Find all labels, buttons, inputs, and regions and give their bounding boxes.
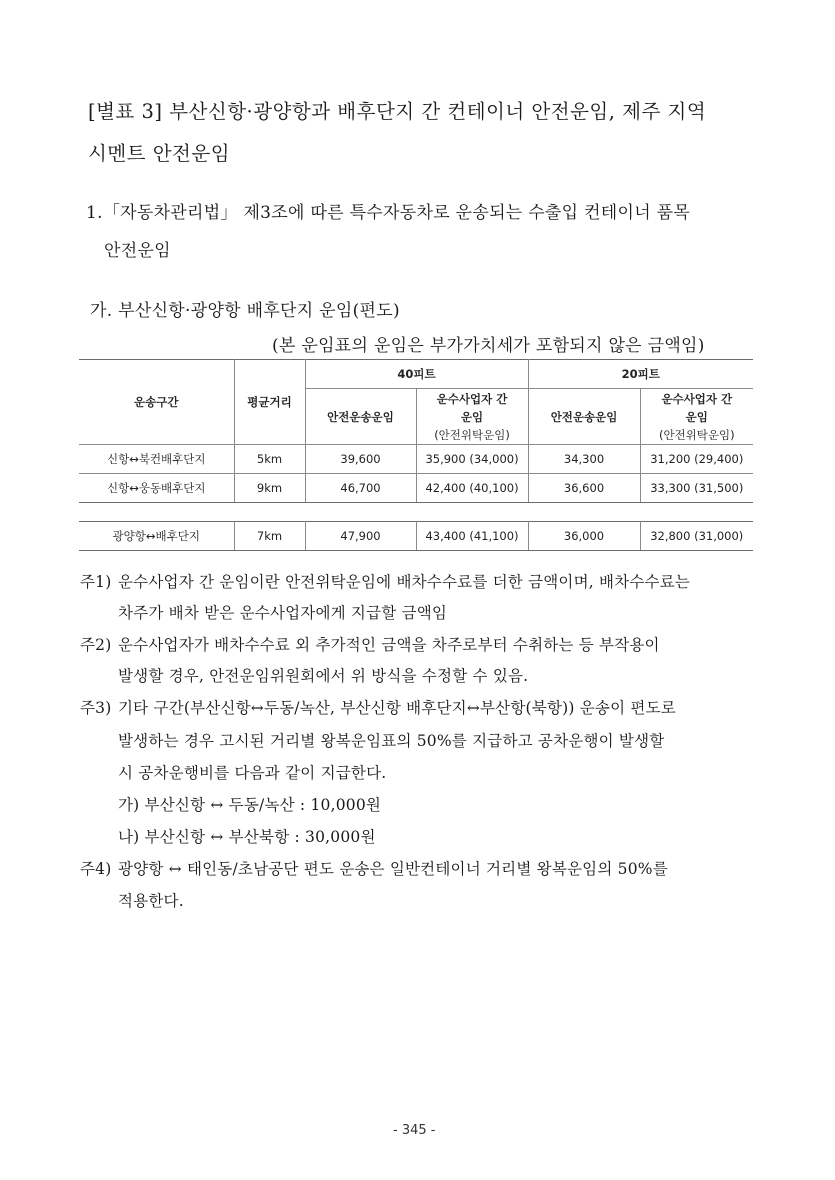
note-3-line1: 기타 구간(부산신항↔두동/녹산, 부산신항 배후단지↔부산항(북항)) 운송이 편도로 bbox=[118, 699, 676, 717]
annex-title-line2: 시멘트 안전운임 bbox=[88, 142, 231, 165]
note-1-label: 주1) bbox=[80, 573, 112, 591]
cell-route: 신항↔웅동배후단지 bbox=[79, 474, 234, 503]
subsection-heading: 가. 부산신항·광양항 배후단지 운임(편도) bbox=[90, 301, 400, 321]
note-4-line2: 적용한다. bbox=[118, 892, 184, 910]
header-inter-line2: 운임 bbox=[460, 409, 484, 424]
header-route: 운송구간 bbox=[79, 360, 234, 445]
header-40ft-inter-carrier bbox=[416, 389, 528, 445]
page-number: - 345 - bbox=[393, 1123, 436, 1138]
cell-40ft-inter: 42,400 (40,100) bbox=[416, 474, 528, 503]
rate-table-gwangyang bbox=[79, 521, 753, 551]
section-1-heading-line2: 안전운임 bbox=[104, 241, 171, 261]
cell-20ft-safe: 36,000 bbox=[528, 522, 640, 551]
note-2-line1: 운수사업자가 배차수수료 외 추가적인 금액을 차주로부터 수취하는 등 부작용이 bbox=[118, 636, 660, 654]
note-3-line2: 발생하는 경우 고시된 거리별 왕복운임표의 50%를 지급하고 공차운행이 발생할 bbox=[118, 732, 665, 750]
cell-distance: 7km bbox=[234, 522, 305, 551]
annex-title-line1: [별표 3] 부산신항·광양항과 배후단지 간 컨테이너 안전운임, 제주 지역 bbox=[88, 100, 707, 123]
header-20ft-safe-rate: 안전운송운임 bbox=[528, 389, 640, 445]
cell-20ft-inter: 32,800 (31,000) bbox=[640, 522, 753, 551]
cell-distance: 9km bbox=[234, 474, 305, 503]
note-4-line1: 광양항 ↔ 태인동/초남공단 편도 운송은 일반컨테이너 거리별 왕복운임의 50%를 bbox=[118, 860, 668, 878]
note-3-line3: 시 공차운행비를 다음과 같이 지급한다. bbox=[118, 764, 387, 782]
header-inter-line3: (안전위탁운임) bbox=[658, 427, 735, 442]
section-1-heading-line1: 1.「자동차관리법」 제3조에 따른 특수자동차로 운송되는 수출입 컨테이너 품목 bbox=[86, 203, 691, 223]
note-2-label: 주2) bbox=[80, 636, 112, 654]
header-avg-distance: 평균거리 bbox=[234, 360, 305, 445]
table-row bbox=[79, 522, 753, 551]
header-20ft-inter-carrier bbox=[640, 389, 753, 445]
header-40ft-safe-rate: 안전운송운임 bbox=[305, 389, 416, 445]
note-3-sub-item-na: 나) 부산신항 ↔ 부산북항 : 30,000원 bbox=[118, 828, 376, 846]
cell-40ft-inter: 35,900 (34,000) bbox=[416, 445, 528, 474]
cell-20ft-inter: 33,300 (31,500) bbox=[640, 474, 753, 503]
cell-40ft-safe: 39,600 bbox=[305, 445, 416, 474]
header-inter-line1: 운수사업자 간 bbox=[661, 391, 733, 406]
cell-40ft-inter: 43,400 (41,100) bbox=[416, 522, 528, 551]
header-20ft: 20피트 bbox=[528, 360, 753, 389]
rate-table-busan bbox=[79, 359, 753, 503]
vat-note: (본 운임표의 운임은 부가가치세가 포함되지 않은 금액임) bbox=[272, 336, 705, 356]
cell-20ft-safe: 36,600 bbox=[528, 474, 640, 503]
cell-40ft-safe: 46,700 bbox=[305, 474, 416, 503]
cell-route: 광양항↔배후단지 bbox=[79, 522, 234, 551]
table-row bbox=[79, 445, 753, 474]
note-1-line1: 운수사업자 간 운임이란 안전위탁운임에 배차수수료를 더한 금액이며, 배차수수료는 bbox=[118, 573, 691, 591]
note-4-label: 주4) bbox=[80, 860, 112, 878]
header-inter-line3: (안전위탁운임) bbox=[434, 427, 510, 442]
cell-20ft-inter: 31,200 (29,400) bbox=[640, 445, 753, 474]
header-inter-line2: 운임 bbox=[685, 409, 708, 424]
note-2-line2: 발생할 경우, 안전운임위원회에서 위 방식을 수정할 수 있음. bbox=[118, 667, 529, 685]
table-row bbox=[79, 474, 753, 503]
cell-20ft-safe: 34,300 bbox=[528, 445, 640, 474]
cell-40ft-safe: 47,900 bbox=[305, 522, 416, 551]
cell-distance: 5km bbox=[234, 445, 305, 474]
note-3-sub-item-ga: 가) 부산신항 ↔ 두동/녹산 : 10,000원 bbox=[118, 796, 382, 814]
header-inter-line1: 운수사업자 간 bbox=[436, 391, 508, 406]
note-1-line2: 차주가 배차 받은 운수사업자에게 지급할 금액임 bbox=[118, 604, 448, 622]
cell-route: 신항↔북컨배후단지 bbox=[79, 445, 234, 474]
note-3-label: 주3) bbox=[80, 699, 112, 717]
header-40ft: 40피트 bbox=[305, 360, 528, 389]
